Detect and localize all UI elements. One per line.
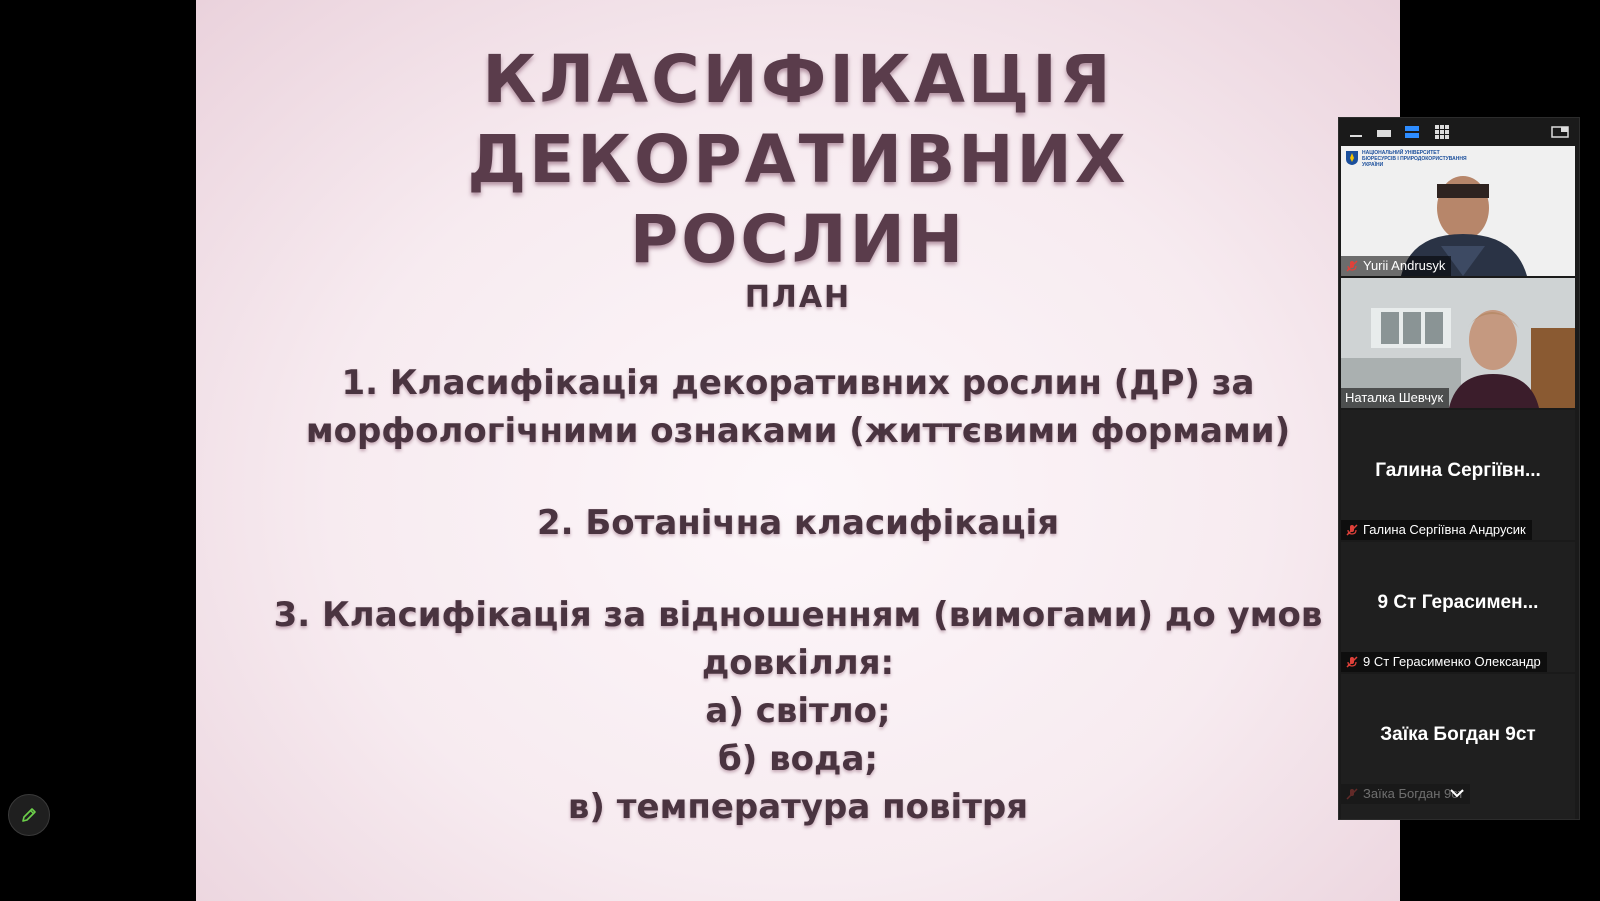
participant-tile-video-active[interactable] (1341, 278, 1575, 408)
mic-off-icon (1345, 259, 1359, 273)
participant-display-name: Заїка Богдан 9ст (1380, 724, 1536, 745)
university-logo (1345, 150, 1472, 168)
slide-title (196, 40, 1400, 280)
plan-item-3-a: а) світло; (705, 691, 891, 731)
plan-item-1-line-1: 1. Класифікація декоративних рослин (ДР) за (341, 363, 1255, 403)
participant-display-name: Галина Сергіївн... (1375, 460, 1541, 481)
plan-heading: ПЛАН (744, 280, 852, 315)
participant-display-name: 9 Ст Герасимен... (1377, 592, 1539, 613)
plan-item-1-line-2: морфологічними ознаками (життєвими формами) (305, 411, 1291, 451)
participant-name: Наталка Шевчук (1345, 390, 1444, 405)
participant-tile-no-video[interactable] (1341, 410, 1575, 540)
participant-tile-video[interactable] (1341, 146, 1575, 276)
plan-item-3-b: б) вода; (718, 739, 878, 779)
participant-tile-no-video[interactable] (1341, 542, 1575, 672)
chevron-down-icon[interactable] (1447, 786, 1467, 800)
participant-name: Галина Сергіївна Андрусик (1363, 522, 1526, 537)
participant-name-chip (1341, 652, 1547, 672)
participant-name: Заїка Богдан 9ст (1363, 786, 1464, 801)
speaker-view-icon[interactable] (1403, 124, 1421, 140)
minimize-icon[interactable] (1347, 124, 1365, 140)
participant-video-panel (1338, 117, 1580, 820)
panel-toolbar (1339, 118, 1579, 146)
university-logo-text: НАЦІОНАЛЬНИЙ УНІВЕРСИТЕТ БІОРЕСУРСІВ І ПРИРОДОКОРИСТУВАННЯ УКРАЇНИ (1362, 150, 1467, 168)
plan-item-3-line-2: довкілля: (701, 643, 895, 683)
participant-name: 9 Ст Герасименко Олександр (1363, 654, 1541, 669)
annotate-pen-button[interactable] (8, 794, 50, 836)
plan-item-2: 2. Ботанічна класифікація (536, 503, 1060, 543)
participant-name-chip (1341, 388, 1449, 408)
slide-title-line-2: РОСЛИН (629, 201, 967, 278)
mic-off-icon (1345, 655, 1359, 669)
slide-plan (196, 280, 1400, 831)
pen-icon (20, 806, 38, 824)
slide-title-line-1: КЛАСИФІКАЦІЯ ДЕКОРАТИВНИХ (467, 41, 1129, 198)
presentation-slide (196, 0, 1400, 901)
hide-video-icon[interactable] (1375, 124, 1393, 140)
pop-out-icon[interactable] (1551, 124, 1569, 140)
participant-name: Yurii Andrusyk (1363, 258, 1446, 273)
plan-item-3-c: в) температура повітря (567, 787, 1029, 827)
participant-name-chip (1341, 520, 1532, 540)
mic-off-icon (1345, 523, 1359, 537)
participant-name-chip (1341, 256, 1451, 276)
plan-item-3-line-1: 3. Класифікація за відношенням (вимогами) до умов (273, 595, 1323, 635)
mic-off-icon (1345, 787, 1359, 801)
gallery-view-icon[interactable] (1433, 124, 1451, 140)
